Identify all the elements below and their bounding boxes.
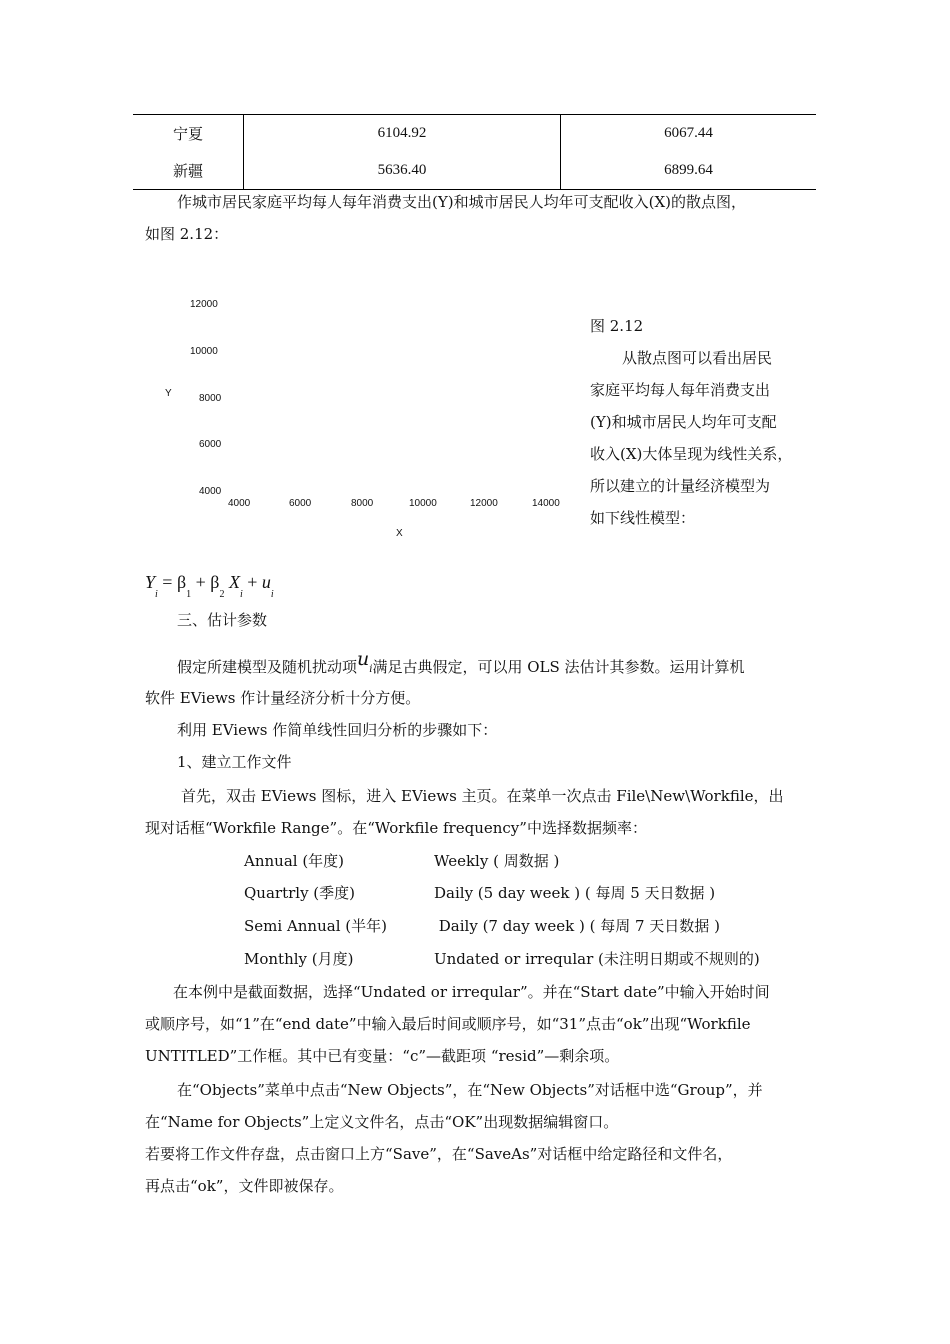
y-tick-label: 12000 xyxy=(190,299,218,310)
description-line: 从散点图可以看出居民 xyxy=(622,349,773,367)
table-cell-region: 宁夏 xyxy=(133,115,244,153)
para3-line-2: 现对话框“Workfile Range”。在“Workfile frequency”中选择数据频率： xyxy=(145,819,647,837)
table-cell-x: 6104.92 xyxy=(244,115,561,153)
table-cell-y: 6067.44 xyxy=(561,115,817,153)
x-tick-label: 6000 xyxy=(289,498,312,509)
para1-line-2: 软件 EViews 作计量经济分析十分方便。 xyxy=(145,689,421,707)
figure-caption: 图 2.12 xyxy=(590,317,644,335)
para5-line-1: 在“Objects”菜单中点击“New Objects”，在“New Objects”对话框中选“Group”，并 xyxy=(177,1081,763,1099)
x-tick-label: 4000 xyxy=(228,498,251,509)
table-cell-y: 6899.64 xyxy=(561,152,817,190)
intro-line-2: 如图 2.12： xyxy=(145,225,229,243)
frequency-row: Quartrly (季度) Daily (5 day week ) ( 每周 5 天日数据 ) xyxy=(244,884,716,902)
para6-line-2: 再点击“ok”，文件即被保存。 xyxy=(145,1177,344,1195)
description-line: 家庭平均每人每年消费支出 xyxy=(590,381,771,399)
table-row xyxy=(133,115,816,153)
x-axis-label: X xyxy=(396,528,403,539)
y-tick-label: 4000 xyxy=(199,486,222,497)
description-line: 所以建立的计量经济模型为 xyxy=(590,477,771,495)
x-tick-label: 8000 xyxy=(351,498,374,509)
para1-line-1: 假定所建模型及随机扰动项ui满足古典假定，可以用 OLS 法估计其参数。运用计算机 xyxy=(177,648,745,676)
x-tick-label: 10000 xyxy=(409,498,437,509)
step1-heading: 1、建立工作文件 xyxy=(177,753,292,771)
y-axis-label: Y xyxy=(165,388,172,399)
y-tick-label: 10000 xyxy=(190,346,218,357)
y-tick-label: 8000 xyxy=(199,393,222,404)
para5-line-2: 在“Name for Objects”上定义文件名，点击“OK”出现数据编辑窗口。 xyxy=(145,1113,619,1131)
section-heading: 三、估计参数 xyxy=(177,611,268,629)
para4-line-1: 在本例中是截面数据，选择“Undated or irreqular”。并在“Start date”中输入开始时间 xyxy=(173,983,770,1001)
para2: 利用 EViews 作简单线性回归分析的步骤如下： xyxy=(177,721,498,739)
frequency-row: Semi Annual (半年) Daily (7 day week ) ( 每周 7 天日数据 ) xyxy=(244,917,720,935)
intro-line-1: 作城市居民家庭平均每人每年消费支出(Y)和城市居民人均年可支配收入(X)的散点图， xyxy=(177,193,746,211)
regression-equation: $Y_i = \beta_1 + \beta_2$ $X_i + u_i$ xyxy=(145,572,274,600)
table-row xyxy=(133,152,816,190)
x-tick-label: 12000 xyxy=(470,498,498,509)
data-table xyxy=(133,114,816,190)
table-cell-x: 5636.40 xyxy=(244,152,561,190)
para4-line-2: 或顺序号，如“1”在“end date”中输入最后时间或顺序号，如“31”点击“ok”出现“Workfile xyxy=(145,1015,751,1033)
scatter-chart xyxy=(150,290,580,550)
para3-line-1: 首先，双击 EViews 图标，进入 EViews 主页。在菜单一次点击 File\New\Workfile，出 xyxy=(181,787,784,805)
table-cell-region: 新疆 xyxy=(133,152,244,190)
description-line: 收入(X)大体呈现为线性关系， xyxy=(590,445,793,463)
frequency-row: Annual (年度) Weekly ( 周数据 ) xyxy=(244,852,560,870)
description-line: 如下线性模型： xyxy=(590,509,696,527)
description-line: (Y)和城市居民人均年可支配 xyxy=(590,413,777,431)
x-tick-label: 14000 xyxy=(532,498,560,509)
y-tick-label: 6000 xyxy=(199,439,222,450)
para6-line-1: 若要将工作文件存盘，点击窗口上方“Save”，在“SaveAs”对话框中给定路径和文件名， xyxy=(145,1145,733,1163)
para4-line-3: UNTITLED”工作框。其中已有变量：“c”—截距项 “resid”—剩余项。 xyxy=(145,1047,620,1065)
frequency-row: Monthly (月度) Undated or irreqular (未注明日期或不规则的) xyxy=(244,950,760,968)
